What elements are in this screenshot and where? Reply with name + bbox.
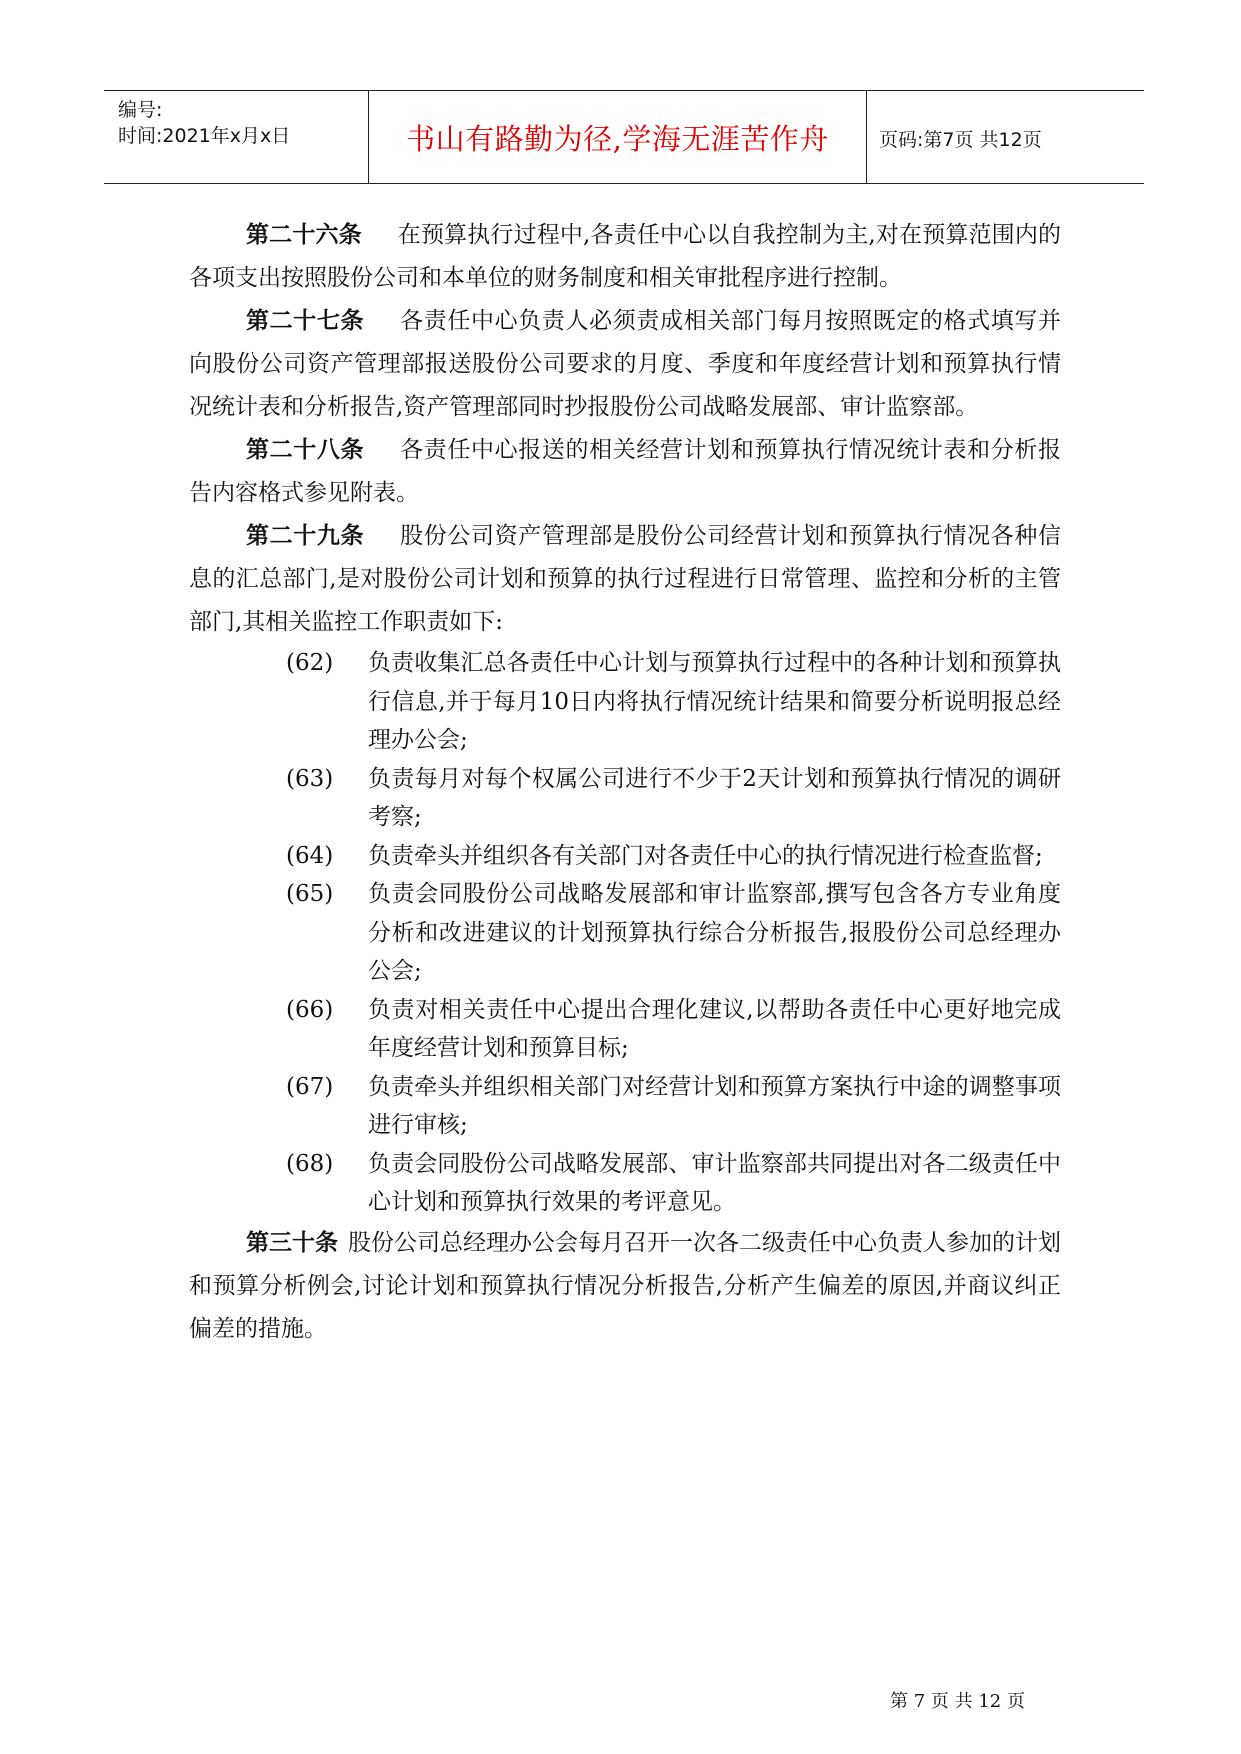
- list-item: [189, 644, 1061, 760]
- list-item: [189, 991, 1061, 1068]
- list-item-text: 负责会同股份公司战略发展部和审计监察部,撰写包含各方专业角度分析和改进建议的计划预算执行综合分析报告,报股份公司总经理办公会;: [368, 881, 1061, 984]
- list-item: [189, 760, 1061, 837]
- article-text: 股份公司总经理办公会每月召开一次各二级责任中心负责人参加的计划和预算分析例会,讨论计划和预算执行情况分析报告,分析产生偏差的原因,并商议纠正偏差的措施。: [189, 1229, 1061, 1342]
- article-text: 各责任中心报送的相关经营计划和预算执行情况统计表和分析报告内容格式参见附表。: [189, 437, 1061, 506]
- list-item-index: (63): [286, 765, 334, 792]
- list-item-text: 负责会同股份公司战略发展部、审计监察部共同提出对各二级责任中心计划和预算执行效果的考评意见。: [368, 1150, 1061, 1215]
- list-item: [189, 837, 1061, 876]
- list-item-text: 负责牵头并组织各有关部门对各责任中心的执行情况进行检查监督;: [368, 842, 1043, 869]
- article-title: 第二十七条: [246, 308, 365, 334]
- document-number-label: 编号:: [118, 99, 163, 121]
- duty-list: [189, 644, 1061, 1222]
- article-30: [189, 1222, 1061, 1351]
- page-header: [104, 90, 1144, 184]
- list-item: [189, 875, 1061, 991]
- article-26: [189, 214, 1061, 300]
- list-item-text: 负责收集汇总各责任中心计划与预算执行过程中的各种计划和预算执行信息,并于每月10日内将执行情况统计结果和简要分析说明报总经理办公会;: [368, 650, 1061, 753]
- list-item-text: 负责牵头并组织相关部门对经营计划和预算方案执行中途的调整事项进行审核;: [368, 1073, 1061, 1138]
- header-motto-cell: [369, 91, 867, 183]
- page-footer: 第 7 页 共 12 页: [890, 1691, 1025, 1712]
- list-item: [189, 1145, 1061, 1222]
- document-body: [189, 214, 1061, 1351]
- list-item-index: (66): [286, 996, 334, 1023]
- list-item-index: (62): [286, 650, 334, 676]
- article-28: [189, 429, 1061, 515]
- article-text: 在预算执行过程中,各责任中心以自我控制为主,对在预算范围内的各项支出按照股份公司和本单位的财务制度和相关审批程序进行控制。: [189, 222, 1062, 291]
- list-item-text: 负责对相关责任中心提出合理化建议,以帮助各责任中心更好地完成年度经营计划和预算目标;: [368, 996, 1061, 1061]
- list-item-index: (65): [286, 881, 334, 907]
- list-item: [189, 1068, 1061, 1145]
- list-item-index: (64): [286, 842, 334, 869]
- article-title: 第三十条: [246, 1229, 338, 1256]
- article-title: 第二十九条: [246, 523, 365, 549]
- list-item-text: 负责每月对每个权属公司进行不少于2天计划和预算执行情况的调研考察;: [368, 765, 1061, 830]
- article-text: 股份公司资产管理部是股份公司经营计划和预算执行情况各种信息的汇总部门,是对股份公司计划和预算的执行过程进行日常管理、监控和分析的主管部门,其相关监控工作职责如下:: [189, 523, 1061, 635]
- document-time-label: 时间:2021年x月x日: [118, 125, 291, 147]
- article-text: 各责任中心负责人必须责成相关部门每月按照既定的格式填写并向股份公司资产管理部报送股份公司要求的月度、季度和年度经营计划和预算执行情况统计表和分析报告,资产管理部同时抄报股份公司战略发展部、审计监察部。: [189, 308, 1061, 420]
- header-motto: 书山有路勤为径,学海无涯苦作舟: [406, 122, 829, 156]
- header-info-cell: [104, 91, 369, 183]
- list-item-index: (68): [286, 1150, 334, 1177]
- list-item-index: (67): [286, 1073, 334, 1100]
- article-title: 第二十八条: [246, 437, 365, 463]
- article-29: [189, 515, 1061, 644]
- article-title: 第二十六条: [246, 222, 362, 248]
- header-page-number: 页码:第7页 共12页: [879, 129, 1042, 151]
- header-page-cell: [867, 91, 1144, 183]
- article-27: [189, 300, 1061, 429]
